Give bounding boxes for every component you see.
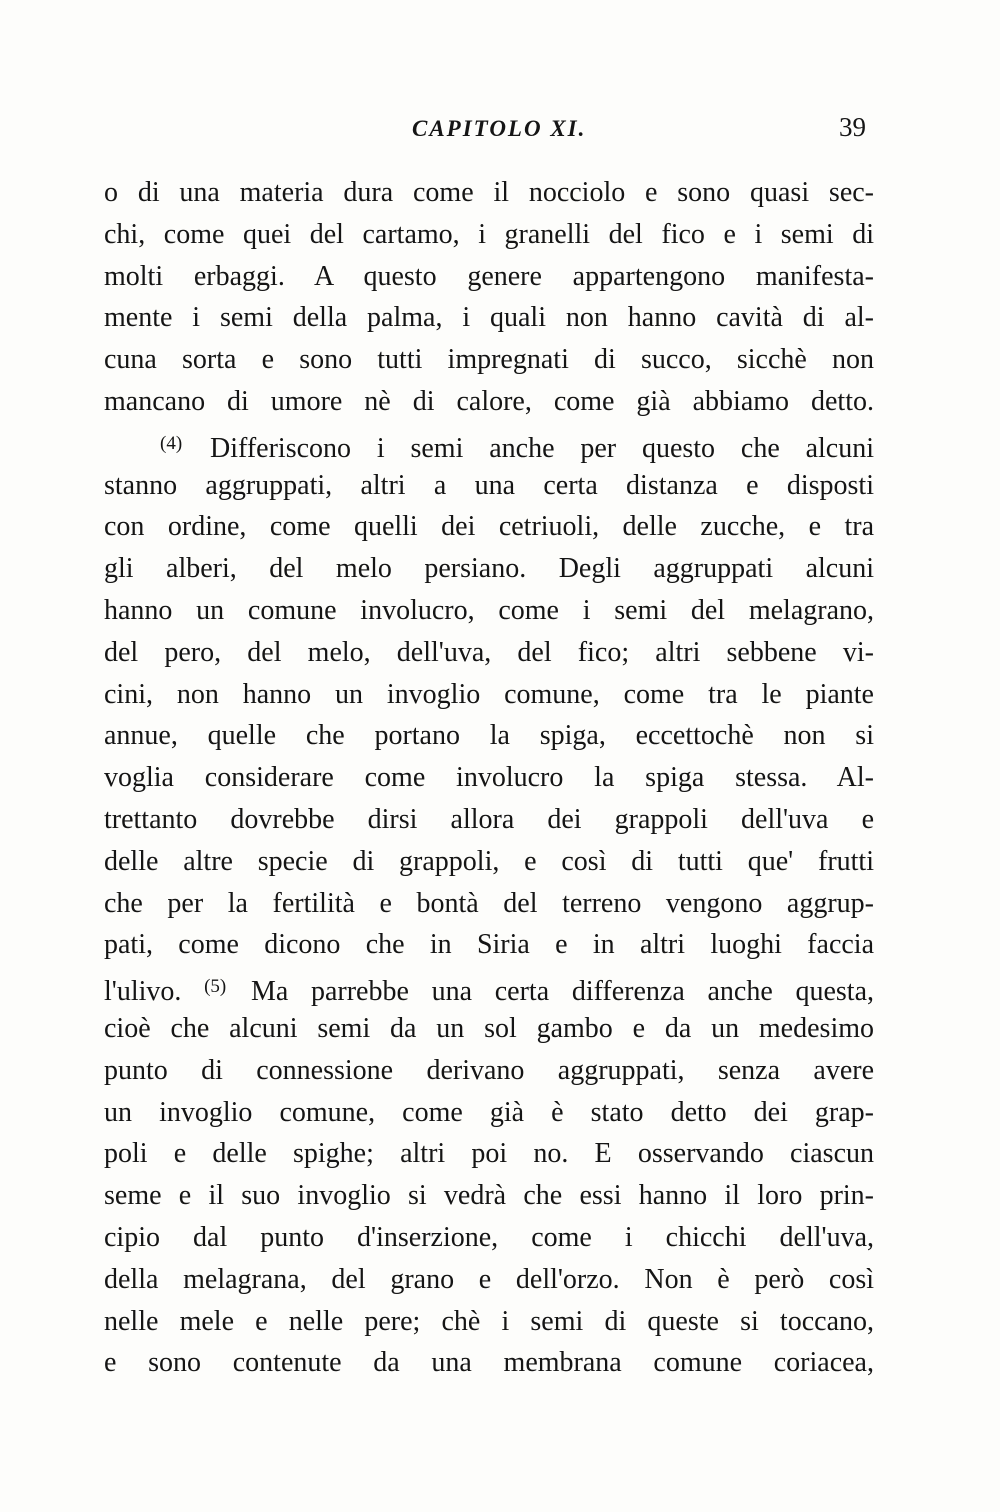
- running-head: CAPITOLO XI.: [412, 116, 587, 141]
- text-line: gli alberi, del melo persiano. Degli aggruppati alcuni: [104, 553, 874, 585]
- text-line: delle altre specie di grappoli, e così di tutti que' frutti: [104, 845, 874, 877]
- text-line: del pero, del melo, dell'uva, del fico; altri sebbene vi-: [104, 636, 874, 668]
- text-line: cioè che alcuni semi da un sol gambo e da un medesimo: [104, 1012, 874, 1044]
- text-line: della melagrana, del grano e dell'orzo. Non è però così: [104, 1263, 874, 1295]
- text-line: voglia considerare come involucro la spiga stessa. Al-: [104, 762, 874, 794]
- text-line: che per la fertilità e bontà del terreno vengono aggrup-: [104, 887, 874, 919]
- text-line: annue, quelle che portano la spiga, eccettochè non si: [104, 720, 874, 752]
- text-line: stanno aggruppati, altri a una certa distanza e disposti: [104, 469, 874, 501]
- text-line: un invoglio comune, come già è stato detto dei grap-: [104, 1096, 874, 1128]
- text-line: pati, come dicono che in Siria e in altri luoghi faccia: [104, 929, 874, 961]
- text-line: hanno un comune involucro, come i semi del melagrano,: [104, 594, 874, 626]
- text-line: poli e delle spighe; altri poi no. E osservando ciascun: [104, 1138, 874, 1170]
- text-line: $^{(4)}$ Differiscono i semi anche per questo che alcuni: [160, 432, 875, 464]
- text-line: trettanto dovrebbe dirsi allora dei grappoli dell'uva e: [104, 803, 874, 835]
- text-line: e sono contenute da una membrana comune coriacea,: [104, 1347, 874, 1379]
- text-line: cuna sorta e sono tutti impregnati di succo, sicchè non: [104, 344, 874, 376]
- note-marker: (5): [204, 976, 227, 998]
- text-line: mancano di umore nè di calore, come già abbiamo detto.: [104, 385, 874, 417]
- text-line: con ordine, come quelli dei cetriuoli, delle zucche, e tra: [104, 511, 874, 543]
- text-line: nelle mele e nelle pere; chè i semi di queste si toccano,: [104, 1305, 874, 1337]
- text-line: molti erbaggi. A questo genere appartengono manifesta-: [104, 260, 874, 292]
- text-line: cini, non hanno un invoglio comune, come tra le piante: [104, 678, 874, 710]
- text-line: l'ulivo. $^{(5)}$ Ma parrebbe una certa differenza anche questa,: [104, 976, 875, 1008]
- page-header: [104, 112, 872, 148]
- text-line: chi, come quei del cartamo, i granelli del fico e i semi di: [104, 218, 874, 250]
- text-line: o di una materia dura come il nocciolo e sono quasi sec-: [104, 177, 874, 208]
- text-line: mente i semi della palma, i quali non hanno cavità di al-: [104, 302, 874, 334]
- text-line: cipio dal punto d'inserzione, come i chicchi dell'uva,: [104, 1221, 874, 1253]
- text-line: seme e il suo invoglio si vedrà che essi hanno il loro prin-: [104, 1180, 874, 1212]
- text-line: punto di connessione derivano aggruppati, senza avere: [104, 1054, 874, 1086]
- note-marker: (4): [160, 432, 183, 454]
- body-text: [104, 172, 874, 1384]
- page-number: 39: [839, 112, 866, 142]
